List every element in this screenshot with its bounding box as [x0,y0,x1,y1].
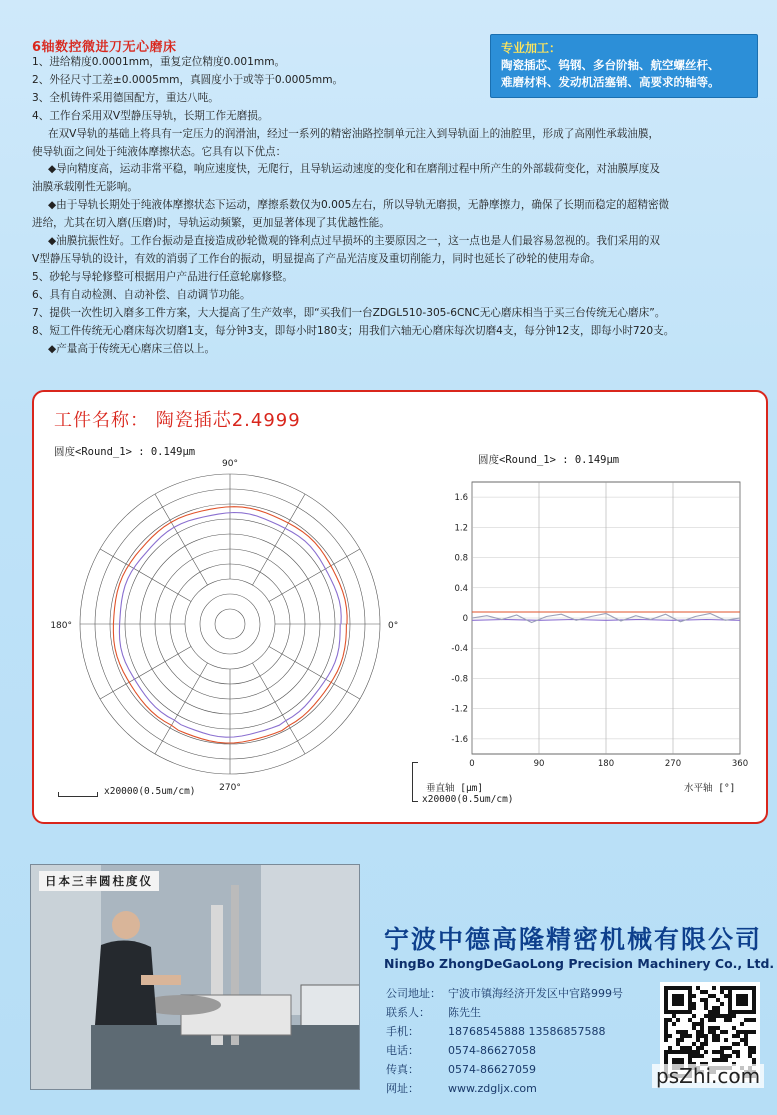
watermark: psZhi.com [652,1064,764,1088]
feature-line: 5、砂轮与导轮修整可根据用户产品进行任意轮廓修整。 [32,270,293,283]
feature-line: 在双V导轨的基础上将具有一定压力的润滑油，经过一系列的精密油路控制单元注入到导轨面上的油腔里，形成了高刚性承载油膜， [48,127,660,140]
vaxis-scale-mark [412,762,418,802]
qr-module [732,1034,736,1038]
qr-module [752,1030,756,1034]
feature-line: 使导轨面之间处于纯液体摩擦状态。它具有以下优点： [32,145,287,158]
qr-module [700,1026,704,1030]
qr-module [688,1002,692,1006]
qr-module [680,1034,684,1038]
feature-line: ◆油膜抗振性好。工作台振动是直接造成砂轮微观的锋利点过早损坏的主要原因之一，这一点也是人们最容易忽视的。我们采用的双 [48,235,660,248]
qr-module [712,1050,716,1054]
qr-module [728,994,732,998]
qr-module [728,998,732,1002]
feature-line: 7、提供一次性切入磨多工件方案，大大提高了生产效率，即“买我们一台ZDGL510-305-6CNC无心磨床相当于买三台传统无心磨床”。 [32,306,666,319]
qr-module [696,1054,700,1058]
qr-module [744,1034,748,1038]
specialty-heading: 专业加工： [501,41,562,55]
feature-list [32,54,767,358]
qr-module [720,1050,724,1054]
qr-module [728,1018,732,1022]
qr-module [740,1038,744,1042]
qr-module [664,1022,668,1026]
horizontal-axis-label: 水平轴 [°] [684,783,736,794]
qr-module [672,1014,676,1018]
feature-line: ◆导向精度高，运动非常平稳，响应速度快，无爬行，且导轨运动速度的变化和在磨削过程中所产生的外部载荷变化，对油膜厚度及 [48,163,660,176]
qr-module [692,1054,696,1058]
qr-module [736,1010,740,1014]
qr-module [728,1006,732,1010]
roundness-left-label: 圆度<Round_1> : 0.149μm [54,446,196,458]
qr-module [704,1038,708,1042]
qr-module [716,1034,720,1038]
qr-module [688,1058,692,1062]
qr-module [744,994,748,998]
qr-module [680,998,684,1002]
y-tick-label: -1.2 [451,704,468,715]
qr-module [668,1018,672,1022]
qr-module [720,1054,724,1058]
contact-address: 公司地址： 宁波市镇海经济开发区中官路999号 [386,987,623,1000]
qr-module [728,1010,732,1014]
qr-module [728,986,732,990]
qr-module [700,1022,704,1026]
qr-module [752,1058,756,1062]
qr-module [692,1002,696,1006]
y-tick-label: -1.6 [451,734,468,745]
contact-info [386,984,623,1098]
measurement-panel [32,390,768,824]
roundness-right-label: 圆度<Round_1> : 0.149μm [478,454,620,466]
qr-module [744,1030,748,1034]
qr-module [664,986,668,990]
qr-module [736,1030,740,1034]
qr-module [744,998,748,1002]
qr-module [740,1022,744,1026]
qr-module [664,1034,668,1038]
qr-module [708,994,712,998]
qr-module [700,990,704,994]
contact-person: 联系人： 陈先生 [386,1006,481,1019]
qr-module [672,998,676,1002]
qr-module [752,990,756,994]
specialty-line-1: 陶瓷插芯、钨钢、多台阶轴、航空螺丝杆、 [501,58,720,72]
qr-module [720,1058,724,1062]
qr-module [664,1030,668,1034]
qr-module [712,994,716,998]
qr-module [720,986,724,990]
qr-module [708,1030,712,1034]
qr-module [700,1034,704,1038]
qr-module [680,1046,684,1050]
qr-module [752,1046,756,1050]
qr-module [728,990,732,994]
qr-module [736,986,740,990]
qr-module [712,1018,716,1022]
qr-module [696,1030,700,1034]
qr-module [692,1006,696,1010]
qr-module [680,1058,684,1062]
qr-module [692,1026,696,1030]
qr-module [680,986,684,990]
qr-module [672,1058,676,1062]
qr-module [732,1026,736,1030]
qr-module [712,1030,716,1034]
qr-module [672,1010,676,1014]
qr-module [700,1054,704,1058]
qr-module [688,1034,692,1038]
company-name-cn: 宁波中德高隆精密机械有限公司 [384,925,763,954]
qr-module [684,1046,688,1050]
qr-module [700,1042,704,1046]
vertical-axis-label: 垂直轴 [μm] [426,783,484,794]
qr-module [752,1006,756,1010]
qr-module [668,1010,672,1014]
qr-module [696,1034,700,1038]
qr-module [728,1054,732,1058]
qr-module [720,1014,724,1018]
qr-module [740,1030,744,1034]
qr-module [716,1010,720,1014]
qr-module [744,1042,748,1046]
qr-module [680,994,684,998]
qr-module [712,1058,716,1062]
qr-module [688,998,692,1002]
qr-module [744,1018,748,1022]
contact-website[interactable]: 网址： www.zdgljx.com [386,1082,537,1095]
qr-module [712,986,716,990]
qr-module [692,1014,696,1018]
qr-module [724,986,728,990]
qr-module [676,1038,680,1042]
qr-module [708,1010,712,1014]
qr-module [716,998,720,1002]
qr-module [676,1042,680,1046]
qr-module [724,1038,728,1042]
qr-module [724,1018,728,1022]
qr-module [668,1050,672,1054]
qr-module [720,1002,724,1006]
qr-module [672,1022,676,1026]
qr-module [664,1026,668,1030]
qr-module [708,1018,712,1022]
polar-scale-label: x20000(0.5um/cm) [104,786,196,797]
y-tick-label: 0 [462,614,468,624]
feature-line: 进给，尤其在切入磨(压磨)时，导轨运动频繁，更加显著体现了其优越性能。 [32,217,390,230]
polar-angle-label: 270° [219,783,241,793]
qr-module [712,1006,716,1010]
qr-module [724,1054,728,1058]
qr-module [688,1010,692,1014]
panel-title: 工件名称： 陶瓷插芯2.4999 [54,410,301,431]
qr-module [688,986,692,990]
qr-module [720,990,724,994]
qr-module [680,1050,684,1054]
qr-module [676,1018,680,1022]
y-tick-label: 1.6 [454,493,468,504]
qr-module [664,1006,668,1010]
qr-module [708,1026,712,1030]
qr-module [744,1002,748,1006]
qr-module [696,1038,700,1042]
feature-line: 4、工作台采用双V型静压导轨，长期工作无磨损。 [32,109,269,122]
qr-module [748,986,752,990]
vertical-axis-scale: x20000(0.5um/cm) [422,794,514,805]
qr-module [672,1050,676,1054]
qr-module [744,1010,748,1014]
qr-module [680,1010,684,1014]
qr-module [752,994,756,998]
qr-module [676,1050,680,1054]
qr-module [664,994,668,998]
x-tick-label: 180 [597,759,615,769]
x-tick-label: 360 [731,759,749,769]
qr-module [736,1034,740,1038]
qr-module [692,1042,696,1046]
qr-module [676,1058,680,1062]
qr-module [676,1010,680,1014]
qr-module [712,1026,716,1030]
page-title: 6轴数控微进刀无心磨床 [32,40,177,55]
qr-module [732,1042,736,1046]
qr-module [668,1046,672,1050]
x-tick-label: 0 [469,759,475,769]
qr-module [752,1018,756,1022]
y-tick-label: -0.4 [451,644,468,655]
photo-label: 日本三丰圆柱度仪 [39,871,159,891]
qr-module [676,1002,680,1006]
qr-module [732,1010,736,1014]
qr-module [696,1046,700,1050]
qr-module [704,1006,708,1010]
qr-module [664,1038,668,1042]
feature-line: V型静压导轨的设计，有效的消弱了工作台的振动，明显提高了产品光洁度及重切削能力，同时也延长了砂轮的使用寿命。 [32,252,601,265]
qr-module [736,1002,740,1006]
qr-module [744,986,748,990]
qr-module [708,1014,712,1018]
qr-module [684,986,688,990]
qr-module [704,1002,708,1006]
qr-module [700,1030,704,1034]
qr-module [676,998,680,1002]
qr-module [696,986,700,990]
qr-module [676,994,680,998]
qr-module [684,1010,688,1014]
qr-module [752,1002,756,1006]
qr-module [668,986,672,990]
qr-module [688,1046,692,1050]
feature-line: 6、具有自动检测、自动补偿、自动调节功能。 [32,288,251,301]
qr-module [672,994,676,998]
qr-module [720,1046,724,1050]
x-tick-label: 90 [533,759,545,769]
qr-module [744,1038,748,1042]
qr-module [684,1034,688,1038]
qr-module [740,986,744,990]
qr-module [664,1010,668,1014]
qr-module [732,1014,736,1018]
qr-module [688,1054,692,1058]
qr-module [724,1014,728,1018]
feature-line: 1、进给精度0.0001mm，重复定位精度0.001mm。 [32,56,286,68]
company-name-en: NingBo ZhongDeGaoLong Precision Machinery Co., Ltd. [384,956,775,971]
qr-module [700,998,704,1002]
qr-module [664,998,668,1002]
qr-module [752,1010,756,1014]
qr-module [724,1046,728,1050]
qr-module [712,1038,716,1042]
polar-angle-label: 180° [50,621,72,631]
qr-module [736,998,740,1002]
qr-module [684,1030,688,1034]
qr-module [740,1002,744,1006]
qr-module [716,1058,720,1062]
qr-module [688,1050,692,1054]
contact-mobile: 手机： 18768545888 13586857588 [386,1025,606,1038]
qr-module [732,986,736,990]
qr-module [748,1018,752,1022]
qr-module [752,998,756,1002]
qr-module [704,990,708,994]
qr-module [748,1030,752,1034]
qr-module [692,1022,696,1026]
qr-module [712,1010,716,1014]
specialty-line-2: 难磨材料、发动机活塞销、高要求的轴等。 [501,75,720,89]
qr-module [712,1014,716,1018]
qr-module [728,1014,732,1018]
contact-fax: 传真： 0574-86627059 [386,1063,536,1076]
qr-module [688,994,692,998]
qr-module [728,1046,732,1050]
qr-module [688,1018,692,1022]
qr-module [676,1030,680,1034]
qr-module [716,1038,720,1042]
qr-module [664,1058,668,1062]
qr-module [736,994,740,998]
qr-module [692,1050,696,1054]
feature-line: ◆由于导轨长期处于纯液体摩擦状态下运动，摩擦系数仅为0.005左右，所以导轨无磨损，无静摩擦力，确保了长期而稳定的超精密微 [48,199,670,212]
qr-module [704,1014,708,1018]
qr-module [664,1050,668,1054]
qr-module [696,1022,700,1026]
qr-module [704,1050,708,1054]
qr-module [684,1050,688,1054]
qr-module [664,1002,668,1006]
scale-bar [58,792,98,797]
qr-module [716,1006,720,1010]
qr-module [680,1038,684,1042]
qr-module [696,1050,700,1054]
qr-module [688,1006,692,1010]
qr-module [740,994,744,998]
qr-module [692,994,696,998]
qr-module [724,1030,728,1034]
qr-module [704,1034,708,1038]
qr-module [748,1054,752,1058]
polar-angle-label: 0° [388,621,399,631]
y-tick-label: -0.8 [451,674,468,685]
qr-module [724,1058,728,1062]
qr-module [664,990,668,994]
qr-module [712,1034,716,1038]
qr-module [720,1030,724,1034]
qr-module [736,1050,740,1054]
qr-module [716,1026,720,1030]
qr-module [664,1054,668,1058]
feature-line: ◆产量高于传统无心磨床三倍以上。 [48,342,216,355]
qr-module [676,986,680,990]
qr-module [700,1046,704,1050]
qr-module [704,998,708,1002]
qr-module [680,1030,684,1034]
qr-module [672,986,676,990]
qr-module [704,1042,708,1046]
qr-module [716,1014,720,1018]
qr-module [748,1010,752,1014]
qr-module [740,1010,744,1014]
feature-line: 2、外径尺寸工差±0.0005mm，真圆度小于或等于0.0005mm。 [32,73,344,86]
x-tick-label: 270 [664,759,682,769]
qr-module [700,1018,704,1022]
qr-module [728,1002,732,1006]
qr-module [716,1050,720,1054]
line-chart [34,392,770,826]
qr-module [748,1050,752,1054]
feature-line: 8、短工件传统无心磨床每次切磨1支，每分钟3支，即每小时180支；用我们六轴无心磨床每次切磨4支，每分钟12支，即每小时720支。 [32,324,675,337]
qr-module [732,1050,736,1054]
qr-module [740,998,744,1002]
qr-module [680,1002,684,1006]
qr-module [668,1034,672,1038]
qr-module [752,1050,756,1054]
photo-illustration [31,865,360,1090]
qr-module [736,1042,740,1046]
instrument-photo [30,864,360,1090]
qr-module [688,990,692,994]
qr-module [748,1046,752,1050]
qr-module [724,994,728,998]
y-tick-label: 1.2 [454,523,468,534]
qr-module [672,1002,676,1006]
contact-phone: 电话： 0574-86627058 [386,1044,536,1057]
qr-module [736,1054,740,1058]
polar-angle-label: 90° [222,459,238,469]
y-tick-label: 0.8 [454,553,468,564]
qr-module [664,1018,668,1022]
feature-line: 3、全机铸件采用德国配方，重达八吨。 [32,91,219,104]
feature-line: 油膜承载刚性无影响。 [32,181,138,194]
qr-module [752,986,756,990]
y-tick-label: 0.4 [454,583,468,594]
